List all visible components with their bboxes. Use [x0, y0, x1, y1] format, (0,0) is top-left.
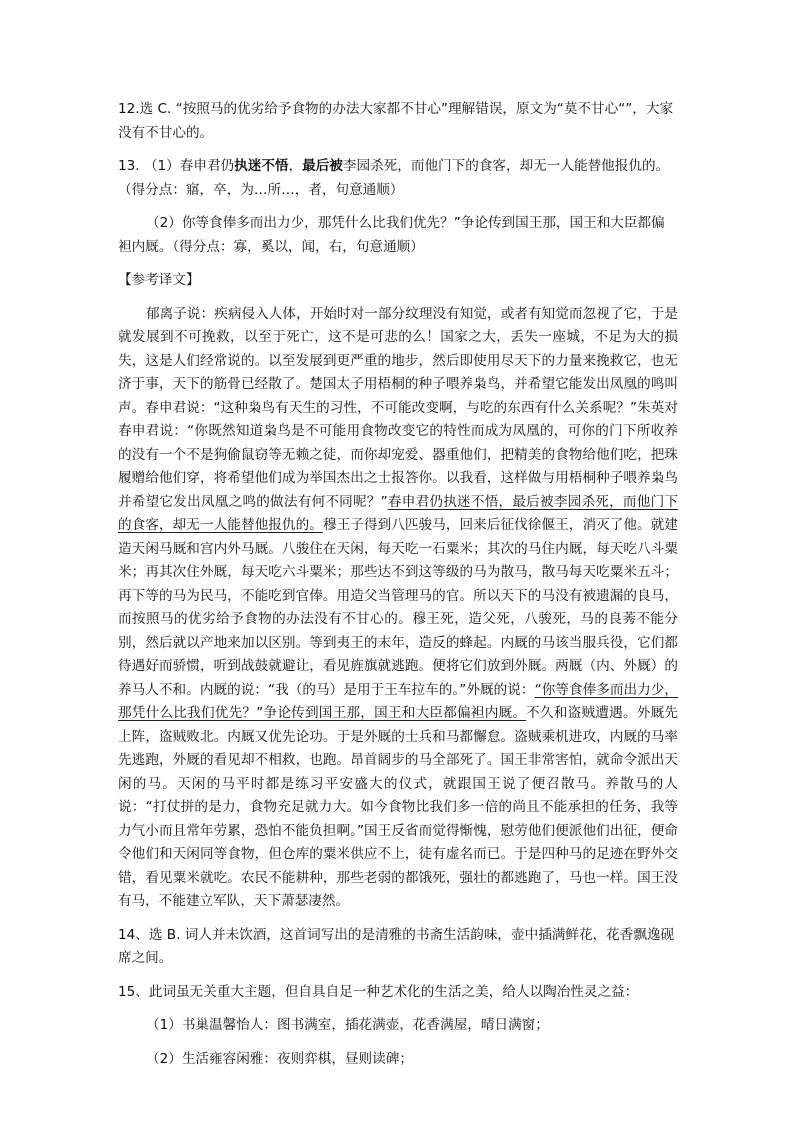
answer-13-part-1 [118, 155, 678, 202]
answer-15-item-1: （1）书巢温馨怡人：图书满室，插花满壶，花香满屋，晴日满窗； [146, 1017, 549, 1033]
answer-14: 14、选 B. 词人并未饮酒，这首词写出的是清雅的书斋生活韵味，壶中插满鲜花，花香飘逸砚席之间。 [118, 926, 675, 966]
translation-underlined-2: “你等食俸多而出力少，那凭什么比我们优先？”争论传到国王那，国王和大臣都偏袒内厩。 [118, 681, 678, 721]
reference-translation-body [118, 303, 678, 914]
answer-12: 12.选 C. “按照马的优劣给予食物的办法大家都不甘心”理解错误，原文为“莫不甘心“”，大家没有不甘心的。 [118, 101, 674, 141]
document-page [118, 98, 678, 1081]
translation-segment-1: 郁离子说：疾病侵入人体，开始时对一部分纹理没有知觉，或者有知觉而忽视了它，于是就发展到不可挽救，以至于死亡，这不是可悲的么！国家之大，丢失一座城，不足为大的损失，这是人们经常说的。以至发展到更严重的地步，然后即使用尽天下的力量来挽救它，也无济于事，天下的筋骨已经散了。楚国太子用梧桐的种子喂养枭鸟，并希望它能发出凤凰的鸣叫声。春申君说：“这种枭鸟有天生的习性，不可能改变啊，与吃的东西有什么关系呢？”朱英对春申君说：“你既然知道枭鸟是不可能用食物改变它的特性而成为凤凰的，可你的门下所收养的没有一个不是狗偷鼠窃等无赖之徒，而你却宠爱、器重他们，把精美的食物给他们吃，把珠履赠给他们穿，将希望他们成为举国杰出之士报答你。以我看，这样做与用梧桐种子喂养枭鸟并希望它发出凤凰之鸣的做法有何不同呢？” [118, 305, 678, 510]
answer-13-bold-term-1: 执迷不悟 [234, 158, 289, 174]
answer-15-item-2: （2）生活雍容闲雅：夜则弈棋，昼则读碑； [146, 1050, 413, 1067]
answer-15: 15、此词虽无关重大主题，但自具自足一种艺术化的生活之美，给人以陶冶性灵之益： [118, 983, 639, 1000]
answer-13-part-1-rest: 李园杀死，而他门下的食客，却无一人能替他报仇的。（得分点：寤，卒，为…所…，者，句意通顺） [118, 158, 670, 198]
answer-13-part-1-prefix: 13. （1）春申君仍 [118, 158, 235, 174]
answer-13-bold-term-2: 最后被 [302, 158, 343, 174]
translation-underlined-1: 春申君仍执迷不悟，最后被李园杀死，而他门下的食客，却无一人能替他报仇的。 [118, 493, 679, 533]
translation-segment-3: 不久和盗贼遭遇。外厩先上阵，盗贼败北。内厩又优先论功。于是外厩的士兵和马都懈怠。盗贼乘机进攻，内厩的马率先逃跑，外厩的看见却不相救，也跑。昂首阔步的马全部死了。国王非常害怕，就命令派出天闲的马。天闲的马平时都是练习平安盛大的仪式，就跟国王说了便召散马。养散马的人说：“打仗拼的是力，食物充足就力大。如今食物比我们多一倍的尚且不能承担的任务，我等力气小而且常年劳累，恐怕不能负担啊。”国王反省而觉得惭愧，慰劳他们便派他们出征，便命令他们和天闲同等食物，但仓库的粟米供应不上，徒有虚名而已。于是四种马的足迹在野外交错，看见粟米就吃。农民不能耕种，那些老弱的都饿死，强壮的都逃跑了，马也一样。国王没有马，不能建立军队，天下萧瑟凄然。 [118, 705, 679, 909]
answer-13-part-2: （2）你等食俸多而出力少，那凭什么比我们优先？”争论传到国王那，国王和大臣都偏袒内厩。（得分点：寡，奚以，闻，右，句意通顺） [118, 215, 665, 255]
reference-translation-title: 【参考译文】 [118, 272, 200, 288]
answer-13-separator: ， [288, 158, 303, 174]
translation-segment-2: 穆王子得到八匹骏马，回来后征伐徐偃王，消灭了他。就建造天闲马厩和宫内外马厩。八骏住在天闲，每天吃一石粟米；其次的马住内厩，每天吃八斗粟米；再其次住外厩，每天吃六斗粟米；那些达不到这等级的马为散马，散马每天吃粟米五斗；再下等的马为民马，不能吃到官俸。用造父当管理马的官。所以天下的马没有被遗漏的良马，而按照马的优劣给予食物的办法没有不甘心的。穆王死，造父死，八骏死，马的良莠不能分别，然后就以产地来加以区别。等到夷王的末年，造反的蜂起。内厩的马该当服兵役，它们都待遇好而骄惯，听到战鼓就避让，看见旌旗就逃跑。便将它们放到外厩。两厩（内、外厩）的养马人不和。内厩的说：“我（的马）是用于王车拉车的。”外厩的说： [118, 517, 679, 698]
